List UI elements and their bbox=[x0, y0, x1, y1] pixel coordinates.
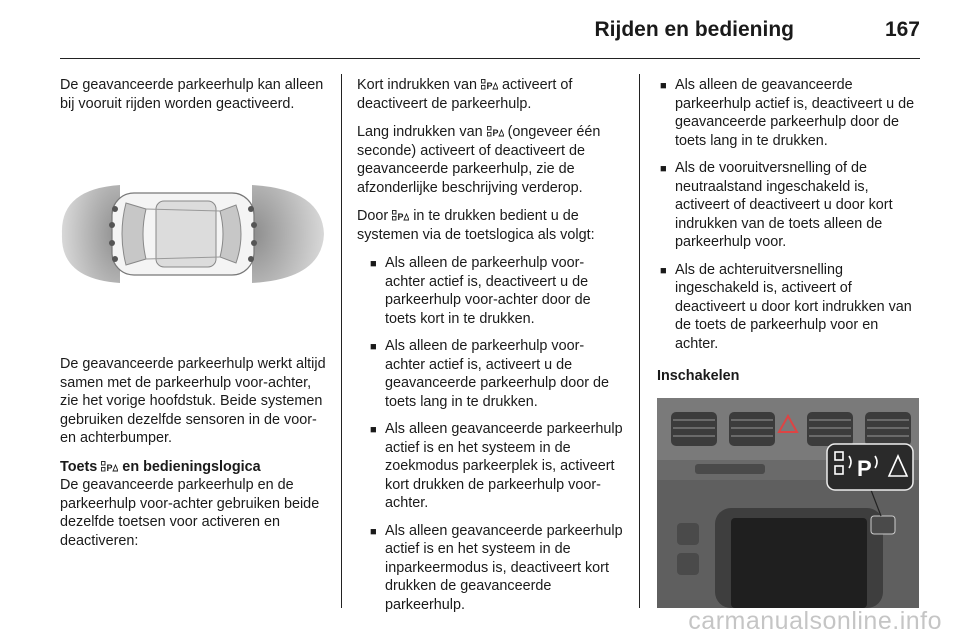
svg-text:P: P bbox=[106, 462, 113, 472]
list-item: ■ Als de vooruitversnelling of de neutraalstand ingeschakeld is, activeert of deactiveert u door kort indrukken van de toets alleen de parkeerhulp voor. bbox=[660, 160, 893, 250]
list-item: ■ Als alleen geavanceerde parkeerhulp actief is en het systeem in de inparkeermodus is, deactiveert kort drukken de geavanceerde parkeerhulp. bbox=[370, 522, 623, 613]
list-item: ■ Als alleen de parkeerhulp voor-achter actief is, activeert u de geavanceerde parkeerhulp door de toets lang in te drukken. bbox=[370, 338, 610, 410]
paragraph-shared-keys: De geavanceerde parkeerhulp en de parkeerhulp voor-achter gebruiken beide dezelfde toetsen voor activeren en deactiveren: bbox=[60, 477, 320, 549]
bullet-mark: ■ bbox=[660, 163, 667, 175]
parking-assist-icon bbox=[392, 210, 409, 220]
bullet-mark: ■ bbox=[660, 264, 667, 277]
bullet-mark: ■ bbox=[370, 341, 377, 353]
bullet-mark: ■ bbox=[370, 258, 377, 270]
parking-assist-icon bbox=[481, 79, 498, 89]
list-item: ■ Als alleen geavanceerde parkeerhulp actief is en het systeem in de zoekmodus parkeerplek is, activeert kort drukken de parkeerhulp voor-achter. bbox=[370, 421, 623, 511]
section-title: Rijden en bediening bbox=[594, 18, 794, 41]
heading-text-post: en bedieningslogica bbox=[118, 458, 261, 475]
column-2 bbox=[357, 76, 623, 623]
list-item: ■ Als alleen de geavanceerde parkeerhulp actief is, deactiveert u de geavanceerde parkeerhulp door de toets lang in te drukken. bbox=[660, 77, 915, 149]
column-1 bbox=[60, 76, 328, 560]
page-number: 167 bbox=[884, 18, 920, 41]
dashboard-photo bbox=[657, 398, 919, 608]
column-divider-1 bbox=[341, 74, 342, 608]
bullet-mark: ■ bbox=[370, 424, 377, 436]
svg-text:P: P bbox=[486, 81, 493, 90]
subheading-inschakelen: Inschakelen bbox=[657, 368, 740, 384]
car-sensor-diagram bbox=[60, 127, 328, 341]
header-rule bbox=[60, 58, 920, 59]
column-divider-2 bbox=[639, 74, 640, 608]
list-item: ■ Als de achteruitversnelling ingeschakeld is, activeert of deactiveert u door kort indrukken van de toets de parkeerhulp voor en achter. bbox=[660, 261, 912, 352]
svg-text:P: P bbox=[397, 212, 404, 221]
section-heading bbox=[60, 458, 328, 477]
paragraph-long-press: Lang indrukken van P (ongeveer één seconde) activeert of deactiveert de geavanceerde parkeerhulp, zie de afzonderlijke beschrijving verderop. bbox=[357, 124, 601, 196]
paragraph-short-press: Kort indrukken van P activeert of deactiveert de parkeerhulp. bbox=[357, 77, 573, 112]
column-3 bbox=[657, 76, 922, 608]
paragraph-key-logic: Door P in te drukken bedient u de systemen via de toetslogica als volgt: bbox=[357, 208, 595, 243]
parking-assist-icon bbox=[487, 126, 504, 136]
callout-letter: P bbox=[857, 455, 872, 481]
intro-paragraph: De geavanceerde parkeerhulp kan alleen bij vooruit rijden worden geactiveerd. bbox=[60, 77, 324, 112]
heading-text-pre: Toets bbox=[60, 458, 102, 475]
bullet-mark: ■ bbox=[370, 525, 377, 538]
watermark: carmanualsonline.info bbox=[688, 607, 942, 635]
list-item: ■ Als alleen de parkeerhulp voor-achter actief is, deactiveert u de parkeerhulp voor-achter door de toets kort in te drukken. bbox=[370, 255, 591, 327]
bullet-mark: ■ bbox=[660, 80, 667, 92]
parking-assist-icon bbox=[101, 461, 118, 471]
svg-text:P: P bbox=[492, 128, 499, 137]
paragraph-shared-sensors: De geavanceerde parkeerhulp werkt altijd samen met de parkeerhulp voor-achter, zie het vorige hoofdstuk. Beide systemen gebruiken dezelfde sensoren in de voor- en achterbumper. bbox=[60, 356, 326, 446]
